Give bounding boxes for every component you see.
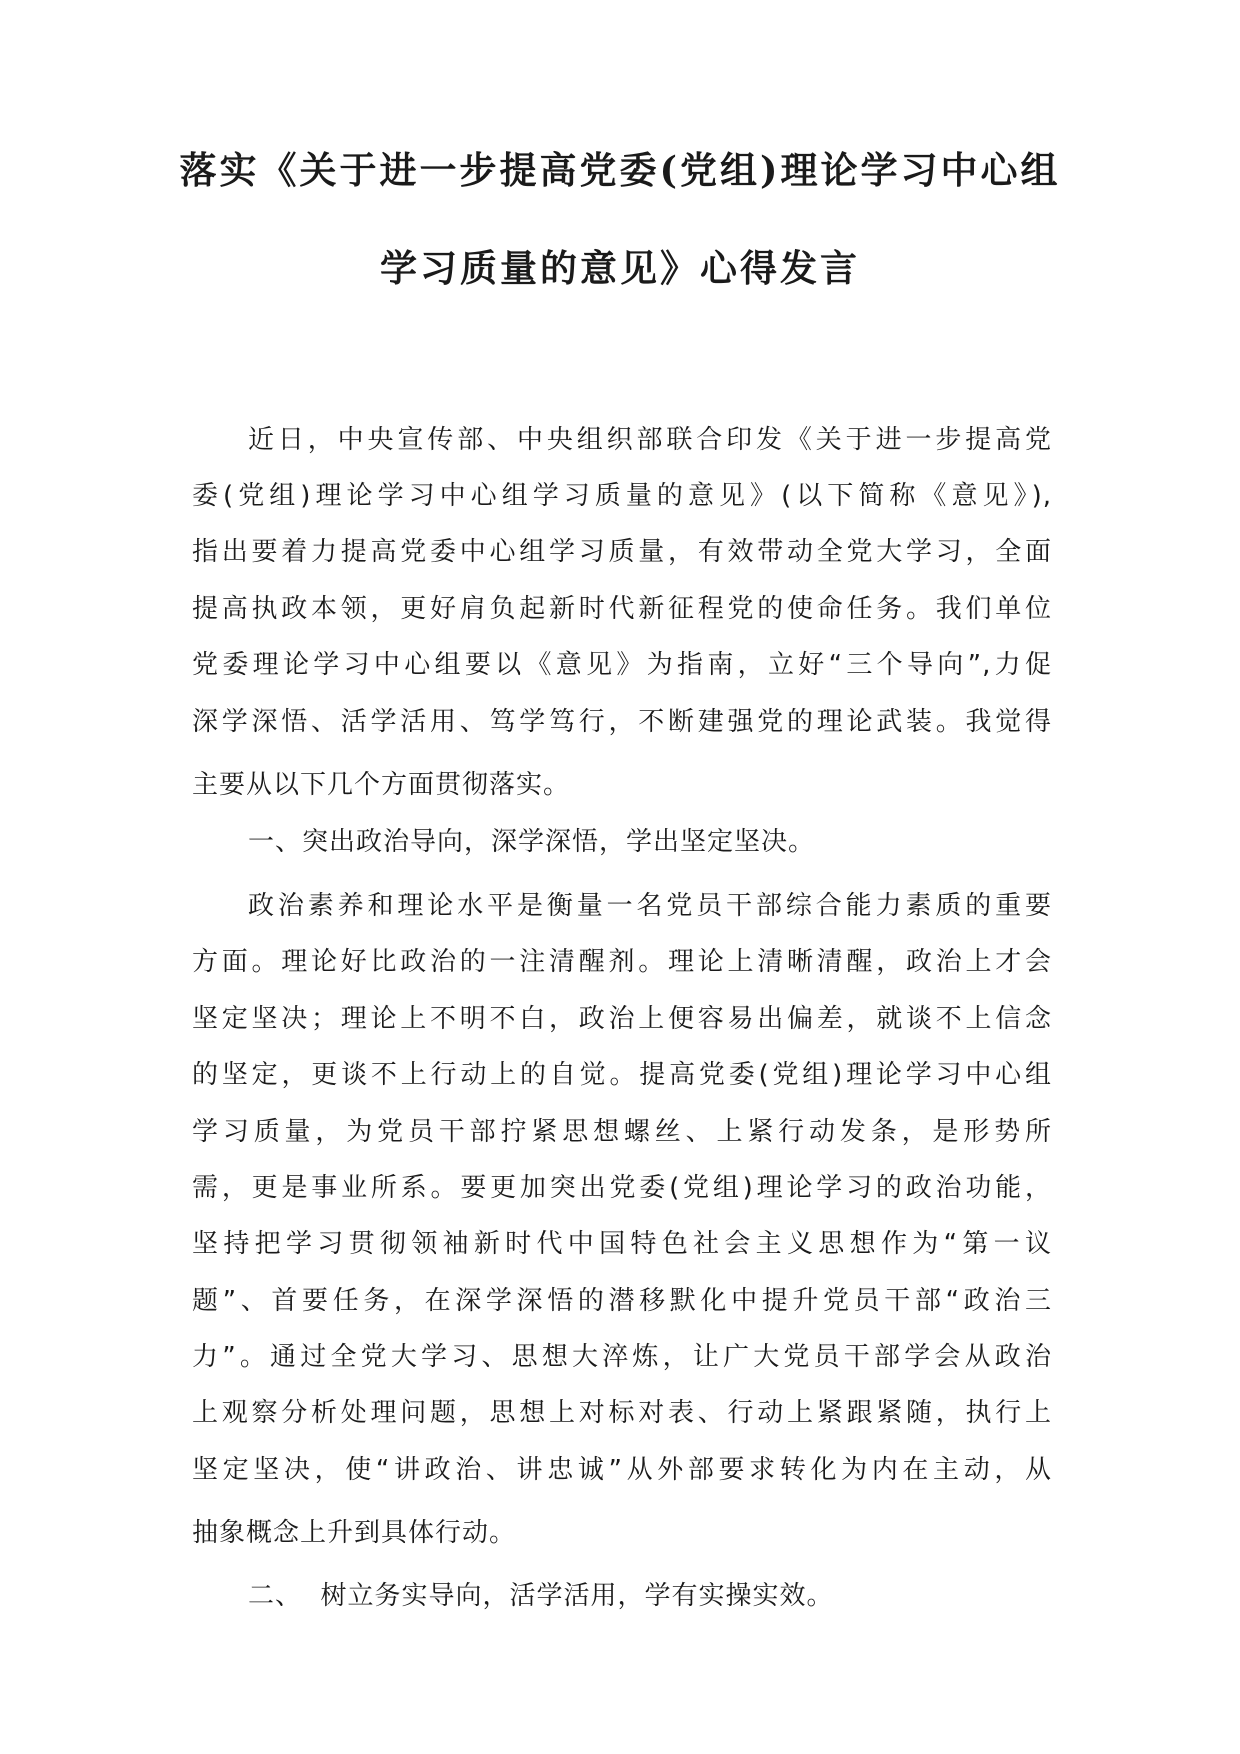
paragraph-line: 抽象概念上升到具体行动。 bbox=[192, 1518, 517, 1548]
paragraph-line: 学习质量，为党员干部拧紧思想螺丝、上紧行动发条，是形势所 bbox=[192, 1117, 1052, 1147]
paragraph-line: 深学深悟、活学活用、笃学笃行，不断建强党的理论武装。我觉得 bbox=[192, 707, 1052, 737]
paragraph-line: 的坚定，更谈不上行动上的自觉。提高党委(党组)理论学习中心组 bbox=[192, 1060, 1052, 1090]
paragraph-line: 主要从以下几个方面贯彻落实。 bbox=[192, 770, 571, 800]
paragraph-line: 近日，中央宣传部、中央组织部联合印发《关于进一步提高党 bbox=[248, 425, 1052, 455]
paragraph-line: 力”。通过全党大学习、思想大淬炼，让广大党员干部学会从政治 bbox=[192, 1342, 1052, 1372]
paragraph-line: 题”、首要任务，在深学深悟的潜移默化中提升党员干部“政治三 bbox=[192, 1286, 1052, 1316]
paragraph-line: 需，更是事业所系。要更加突出党委(党组)理论学习的政治功能， bbox=[192, 1173, 1052, 1203]
section-heading-2: 二、 树立务实导向，活学活用，学有实操实效。 bbox=[248, 1581, 834, 1611]
paragraph-line: 坚持把学习贯彻领袖新时代中国特色社会主义思想作为“第一议 bbox=[192, 1229, 1052, 1259]
paragraph-line: 上观察分析处理问题，思想上对标对表、行动上紧跟紧随，执行上 bbox=[192, 1398, 1052, 1428]
paragraph-line: 政治素养和理论水平是衡量一名党员干部综合能力素质的重要 bbox=[248, 891, 1052, 921]
paragraph-line: 党委理论学习中心组要以《意见》为指南，立好“三个导向”,力促 bbox=[192, 650, 1052, 680]
paragraph-line: 委(党组)理论学习中心组学习质量的意见》(以下简称《意见》), bbox=[192, 481, 1052, 511]
paragraph-line: 指出要着力提高党委中心组学习质量，有效带动全党大学习，全面 bbox=[192, 537, 1052, 567]
section-heading-1: 一、突出政治导向，深学深悟，学出坚定坚决。 bbox=[248, 827, 816, 857]
paragraph-line: 坚定坚决，使“讲政治、讲忠诚”从外部要求转化为内在主动，从 bbox=[192, 1455, 1052, 1485]
paragraph-line: 提高执政本领，更好肩负起新时代新征程党的使命任务。我们单位 bbox=[192, 594, 1052, 624]
paragraph-line: 坚定坚决；理论上不明不白，政治上便容易出偏差，就谈不上信念 bbox=[192, 1004, 1052, 1034]
document-title-line-1: 落实《关于进一步提高党委(党组)理论学习中心组 bbox=[179, 148, 1061, 192]
paragraph-line: 方面。理论好比政治的一注清醒剂。理论上清晰清醒，政治上才会 bbox=[192, 947, 1052, 977]
document-title-line-2: 学习质量的意见》心得发言 bbox=[380, 246, 860, 290]
